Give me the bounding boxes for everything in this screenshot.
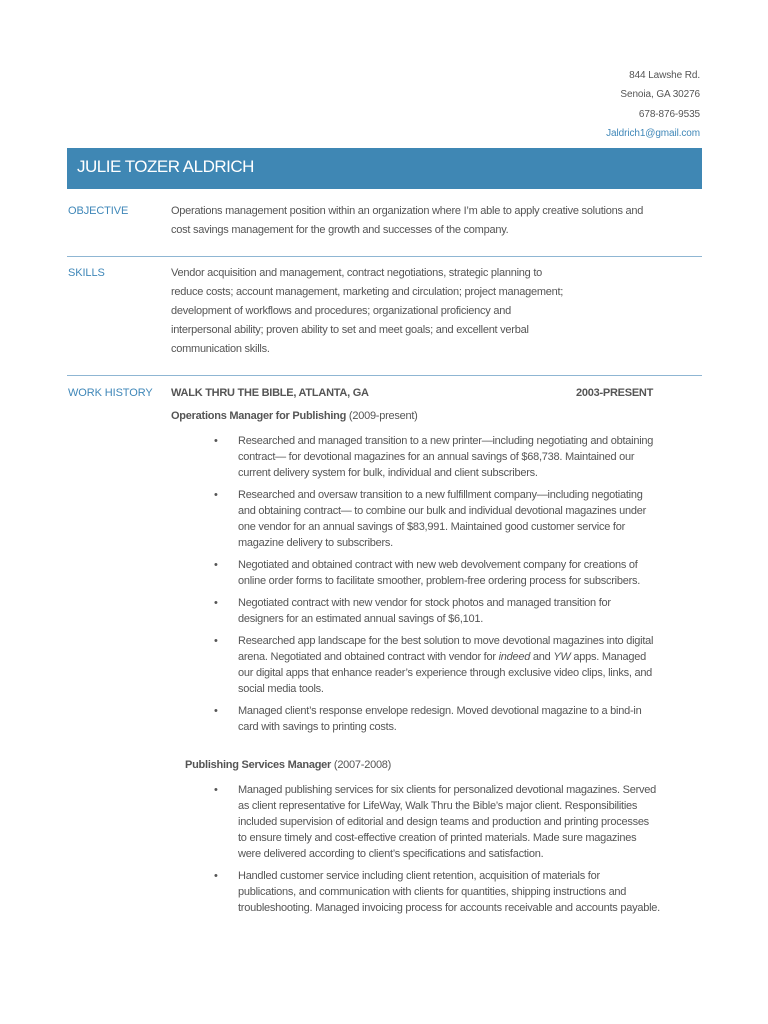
text-line: reduce costs; account management, marketing and circulation; project management; (171, 286, 564, 298)
list-item (210, 868, 710, 916)
list-item (210, 557, 710, 589)
role-period: (2007-2008) (333, 759, 392, 771)
bullet-icon: • (214, 559, 218, 571)
employment-dates: 2003-PRESENT (576, 387, 654, 399)
objective-label: OBJECTIVE (68, 205, 129, 217)
text-line: Vendor acquisition and management, contract negotiations, strategic planning to (171, 267, 543, 279)
bullet-icon: • (214, 597, 218, 609)
role-title: Publishing Services Manager (185, 759, 332, 771)
text-line: magazine delivery to subscribers. (238, 537, 393, 549)
employer: WALK THRU THE BIBLE, ATLANTA, GA (171, 387, 369, 399)
text-line: communication skills. (171, 343, 270, 355)
text-line: our digital apps that enhance reader’s experience through exclusive video clips, links, and (238, 667, 653, 679)
text-line: interpersonal ability; proven ability to set and meet goals; and excellent verbal (171, 324, 529, 336)
text-line: Managed client’s response envelope redesign. Moved devotional magazine to a bind-in (238, 705, 642, 717)
contact-phone: 678-876-9535 (638, 109, 700, 120)
text-line: cost savings management for the growth and successes of the company. (171, 224, 509, 236)
text-line: Operations management position within an organization where I’m able to apply creative solutions and (171, 205, 644, 217)
role2-bullets (210, 782, 710, 922)
name-title: JULIE TOZER ALDRICH (77, 157, 254, 176)
text-line: publications, and communication with clients for quantities, shipping instructions and (238, 886, 627, 898)
text-line: online order forms to facilitate smoother, problem-free ordering process for subscribers. (238, 575, 641, 587)
text-line: Managed publishing services for six clients for personalized devotional magazines. Served (238, 784, 656, 796)
role-title: Operations Manager for Publishing (171, 410, 347, 422)
text-line: Negotiated and obtained contract with new web devolvement company for creations of (238, 559, 638, 571)
text-line: troubleshooting. Managed invoicing process for accounts receivable and accounts payable. (238, 902, 660, 914)
text-line: Researched and oversaw transition to a new fulfillment company—including negotiating (238, 489, 643, 501)
skills-text (171, 264, 563, 359)
contact-city: Senoia, GA 30276 (620, 89, 700, 100)
list-item (210, 703, 710, 735)
skills-label: SKILLS (68, 267, 105, 279)
text-line: designers for an estimated annual savings of $6,101. (238, 613, 484, 625)
text-line: one vendor for an annual savings of $83,991. Maintained good customer service for (238, 521, 626, 533)
role-heading (171, 410, 418, 422)
bullet-icon: • (214, 870, 218, 882)
list-item (210, 487, 710, 551)
section-divider (67, 256, 702, 257)
bullet-icon: • (214, 705, 218, 717)
work-history-label: WORK HISTORY (68, 387, 153, 399)
role1-bullets (210, 433, 710, 741)
bullet-icon: • (214, 489, 218, 501)
list-item (210, 782, 710, 862)
text-line: social media tools. (238, 683, 324, 695)
bullet-icon: • (214, 635, 218, 647)
text-line: were delivered according to client’s specifications and satisfaction. (238, 848, 544, 860)
list-item (210, 633, 710, 697)
role-period: (2009-present) (348, 410, 418, 422)
text-line: card with savings to printing costs. (238, 721, 397, 733)
text-line: as client representative for LifeWay, Walk Thru the Bible’s major client. Responsibilities (238, 800, 638, 812)
text-line: Handled customer service including client retention, acquisition of materials for (238, 870, 600, 882)
bullet-icon: • (214, 784, 218, 796)
name-banner (67, 148, 702, 189)
list-item (210, 433, 710, 481)
objective-text (171, 202, 643, 240)
text-line: included supervision of editorial and design teams and production and printing processes (238, 816, 649, 828)
text-line: development of workflows and procedures; organizational proficiency and (171, 305, 511, 317)
contact-address: 844 Lawshe Rd. (629, 70, 700, 81)
section-divider (67, 375, 702, 376)
text-line: to ensure timely and cost-effective creation of printed materials. Made sure magazines (238, 832, 637, 844)
contact-email[interactable]: Jaldrich1@gmail.com (606, 128, 700, 139)
text-line: Negotiated contract with new vendor for stock photos and managed transition for (238, 597, 611, 609)
text-line: arena. Negotiated and obtained contract with vendor for indeed and YW apps. Managed (238, 651, 646, 663)
text-line: current delivery system for bulk, individual and client subscribers. (238, 467, 538, 479)
text-line: Researched and managed transition to a new printer—including negotiating and obtaining (238, 435, 654, 447)
text-line: and obtaining contract— to combine our bulk and individual devotional magazines under (238, 505, 647, 517)
list-item (210, 595, 710, 627)
text-line: contract— for devotional magazines for an annual savings of $68,738. Maintained our (238, 451, 635, 463)
text-line: Researched app landscape for the best solution to move devotional magazines into digital (238, 635, 654, 647)
bullet-icon: • (214, 435, 218, 447)
role-heading (185, 759, 391, 771)
